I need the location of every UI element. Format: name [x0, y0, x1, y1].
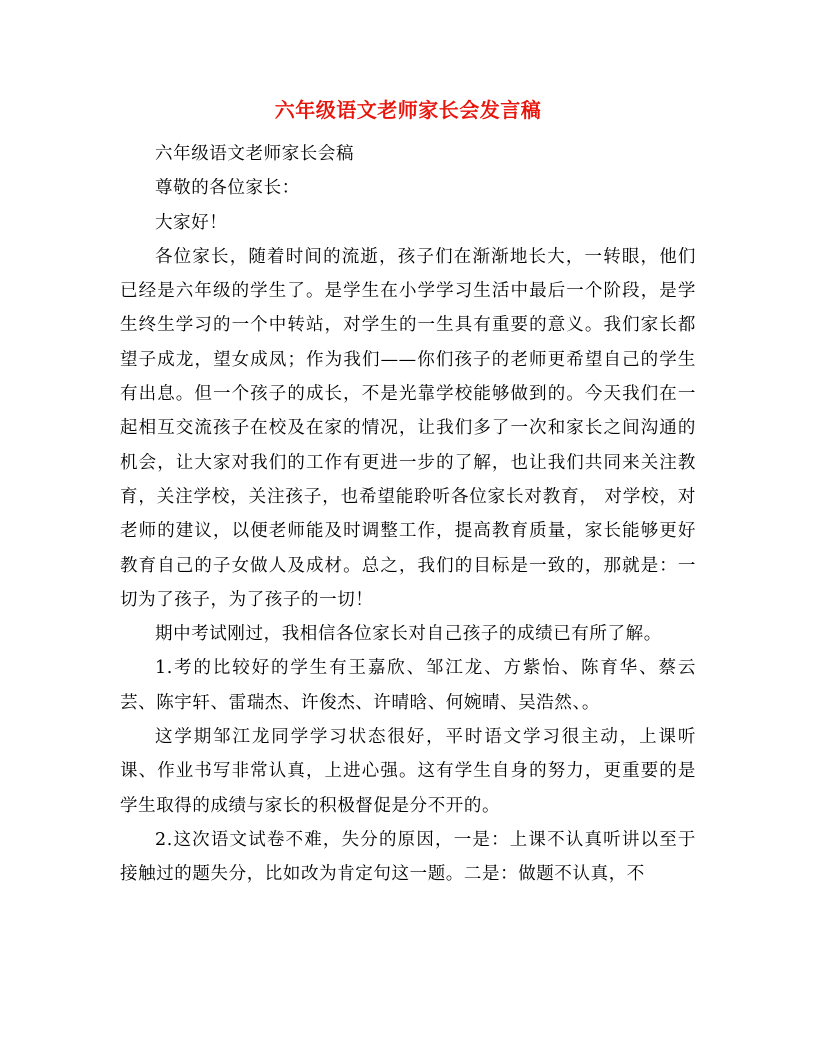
document-title: 六年级语文老师家长会发言稿 [274, 98, 542, 122]
paragraph-intro: 各位家长，随着时间的流逝，孩子们在渐渐地长大，一转眼，他们已经是六年级的学生了。是学生在小学学习生活中最后一个阶段，是学生终生学习的一个中转站，对学生的一生具有重要的意义。我们家长都望子成龙，望女成凤；作为我们——你们孩子的老师更希望自己的学生有出息。但一个孩子的成长，不是光靠学校能够做到的。今天我们在一起相互交流孩子在校及在家的情况，让我们多了一次和家长之间沟通的机会，让大家对我们的工作有更进一步的了解，也让我们共同来关注教育，关注学校，关注孩子，也希望能聆听各位家长对教育， 对学校，对老师的建议，以便老师能及时调整工作，提高教育质量，家长能够更好教育自己的子女做人及成材。总之，我们的目标是一致的，那就是：一切为了孩子，为了孩子的一切！ [120, 246, 696, 610]
paragraph-top-students: 1.考的比较好的学生有王嘉欣、邹江龙、方紫怡、陈育华、蔡云芸、陈宇轩、雷瑞杰、许俊杰、许晴晗、何婉晴、吴浩然、。 [120, 658, 696, 713]
document-body [120, 137, 696, 892]
paragraph-midterm: 期中考试刚过，我相信各位家长对自己孩子的成绩已有所了解。 [155, 624, 662, 645]
paragraph-salutation: 尊敬的各位家长： [155, 178, 300, 199]
paragraph-greeting: 大家好！ [155, 212, 228, 233]
paragraph-exam-analysis: 2.这次语文试卷不难，失分的原因，一是：上课不认真听讲以至于接触过的题失分，比如改为肯定句这一题。二是：做题不认真，不 [120, 829, 696, 885]
paragraph-subtitle: 六年级语文老师家长会稿 [155, 144, 355, 164]
paragraph-student-praise: 这学期邹江龙同学学习状态很好，平时语文学习很主动，上课听课、作业书写非常认真，上进心强。这有学生自身的努力，更重要的是学生取得的成绩与家长的积极督促是分不开的。 [120, 727, 696, 816]
